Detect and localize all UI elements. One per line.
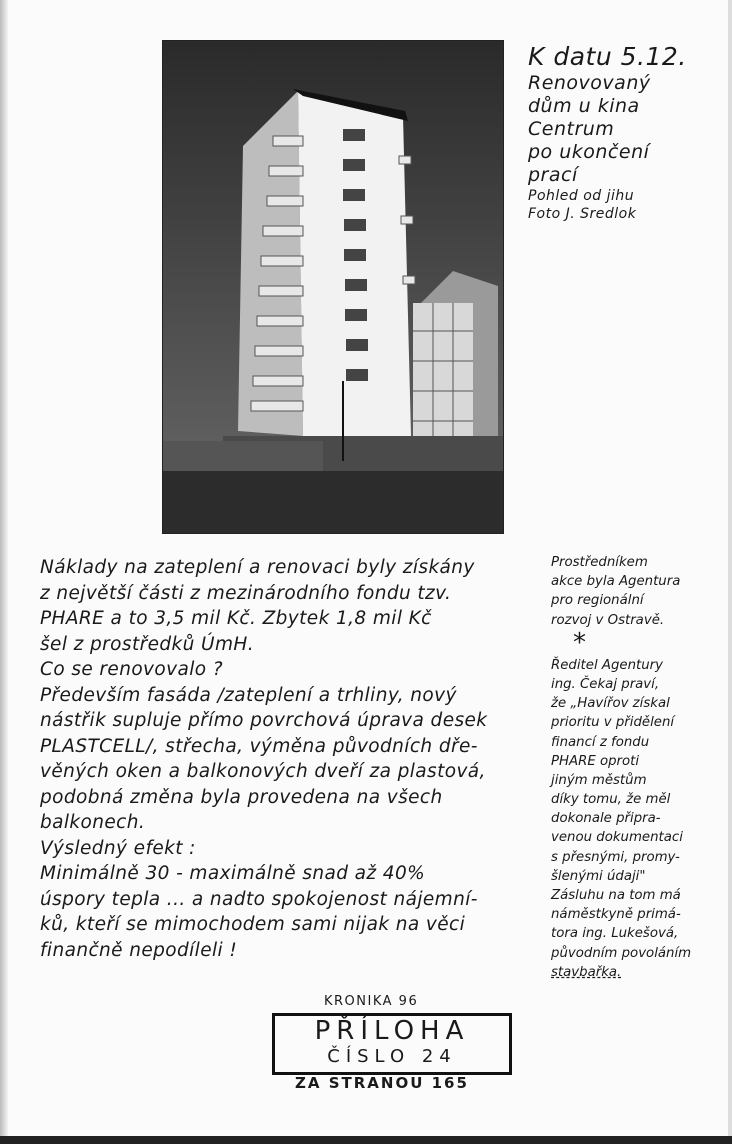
text-line: ků, kteří se mimochodem sami nijak na věci: [40, 914, 466, 935]
attachment-box: [272, 1013, 512, 1075]
side-line: financí z fondu: [551, 734, 650, 750]
side-line: prioritu v přidělení: [551, 715, 675, 731]
section-heading: Co se renovovalo ?: [40, 659, 223, 680]
side-line: akce byla Agentura: [551, 574, 681, 590]
text-line: finančně nepodíleli !: [40, 939, 238, 961]
caption-line: po ukončení: [528, 141, 650, 163]
side-line: Zásluhu na tom má: [551, 888, 681, 903]
attachment-number: ČÍSLO 24: [327, 1046, 457, 1067]
side-line: díky tomu, že měl: [551, 792, 671, 808]
section-heading: Výsledný efekt :: [40, 837, 196, 859]
side-line: Prostředníkem: [551, 555, 648, 570]
side-note: [551, 553, 731, 982]
side-line: původním povoláním: [551, 945, 692, 961]
caption-line: Centrum: [528, 118, 615, 140]
side-line: že „Havířov získal: [551, 696, 670, 712]
side-line: s přesnými, promy-: [551, 849, 680, 865]
building-photo: [162, 40, 504, 534]
side-line: jiným městům: [551, 772, 647, 788]
side-line: náměstkyně primá-: [551, 907, 681, 923]
text-line: nástřik supluje přímo povrchová úprava desek: [40, 710, 488, 731]
main-text: [40, 555, 545, 963]
caption-photo-credit: Foto J. Sredlok: [528, 206, 637, 222]
caption-line: Renovovaný: [528, 72, 651, 94]
side-line: šlenými údaji": [551, 868, 646, 884]
text-line: z největší části z mezinárodního fondu tzv.: [40, 582, 452, 604]
asterisk-separator: *: [573, 627, 586, 658]
text-line: Náklady na zateplení a renovaci byly získány: [40, 557, 475, 578]
page-edge-shadow: [0, 0, 8, 1144]
text-line: balkonech.: [40, 812, 146, 833]
side-line: dokonale připra-: [551, 811, 661, 827]
text-line: PLASTCELL/, střecha, výměna původních dře-: [40, 735, 478, 757]
page-reference: ZA STRANOU 165: [295, 1074, 469, 1092]
page-bottom-edge: [0, 1136, 732, 1144]
building-photo-drawing: [163, 41, 503, 533]
photo-caption: [528, 42, 728, 223]
text-line: PHARE a to 3,5 mil Kč. Zbytek 1,8 mil Kč: [40, 608, 432, 629]
text-line: věných oken a balkonových dveří za plastová,: [40, 761, 486, 782]
side-line: tora ing. Lukešová,: [551, 926, 679, 942]
side-line: ing. Čekaj praví,: [551, 676, 660, 692]
text-line: podobná změna byla provedena na všech: [40, 786, 443, 808]
side-line: rozvoj v Ostravě.: [551, 612, 665, 628]
side-line-underlined: stavbařka.: [551, 964, 622, 980]
text-line: úspory tepla ... a nadto spokojenost nájemní-: [40, 888, 478, 910]
caption-date: K datu 5.12.: [528, 42, 687, 71]
side-line: venou dokumentaci: [551, 830, 683, 846]
text-line: Minimálně 30 - maximálně snad až 40%: [40, 863, 426, 884]
side-line: pro regionální: [551, 593, 644, 609]
text-line: Především fasáda /zateplení a trhliny, nový: [40, 684, 457, 706]
chronicle-label: KRONIKA 96: [324, 994, 419, 1009]
text-line: šel z prostředků ÚmH.: [40, 633, 254, 655]
attachment-title: PŘÍLOHA: [314, 1016, 470, 1046]
side-line: PHARE oproti: [551, 753, 640, 769]
side-line: Ředitel Agentury: [551, 657, 663, 673]
caption-view: Pohled od jihu: [528, 188, 635, 204]
caption-line: prací: [528, 164, 578, 186]
caption-line: dům u kina: [528, 95, 640, 117]
